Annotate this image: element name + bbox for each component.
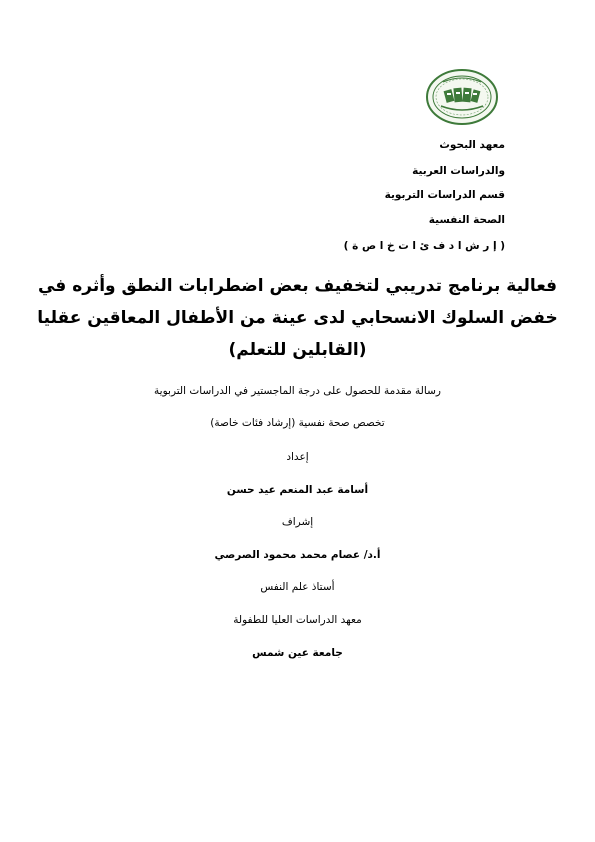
sub-field: ( إ ر ش ا د ف ئ ا ت خ ا ص ة ) [343,240,505,252]
field: الصحة النفسية [428,214,505,226]
supervision-label: إشراف [281,516,314,528]
thesis-title-line-2: خفض السلوك الانسحابي لدى عينة من الأطفال المعاقين عقليا [37,308,558,328]
institute-logo [425,68,499,126]
university-name: جامعة عين شمس [252,647,343,659]
thesis-title-line-3: (القابلين للتعلم) [228,340,367,360]
supervisor-name: أ.د/ عصام محمد محمود الصرصي [214,549,381,561]
thesis-title-line-1: فعالية برنامج تدريبي لتخفيف بعض اضطرابات النطق وأثره في [37,276,558,296]
author-name: أسامة عبد المنعم عيد حسن [226,484,369,496]
prepared-by-label: إعداد [286,451,309,463]
institute-subtitle: والدراسات العربية [412,165,505,177]
supervisor-institute: معهد الدراسات العليا للطفولة [233,614,362,626]
supervisor-title: أستاذ علم النفس [260,581,335,593]
thesis-note: رسالة مقدمة للحصول على درجة الماجستير في الدراسات التربوية [154,385,441,397]
specialization: تخصص صحة نفسية (إرشاد فئات خاصة) [210,417,385,429]
institute-name: معهد البحوث [439,139,505,151]
department: قسم الدراسات التربوية [384,189,505,201]
